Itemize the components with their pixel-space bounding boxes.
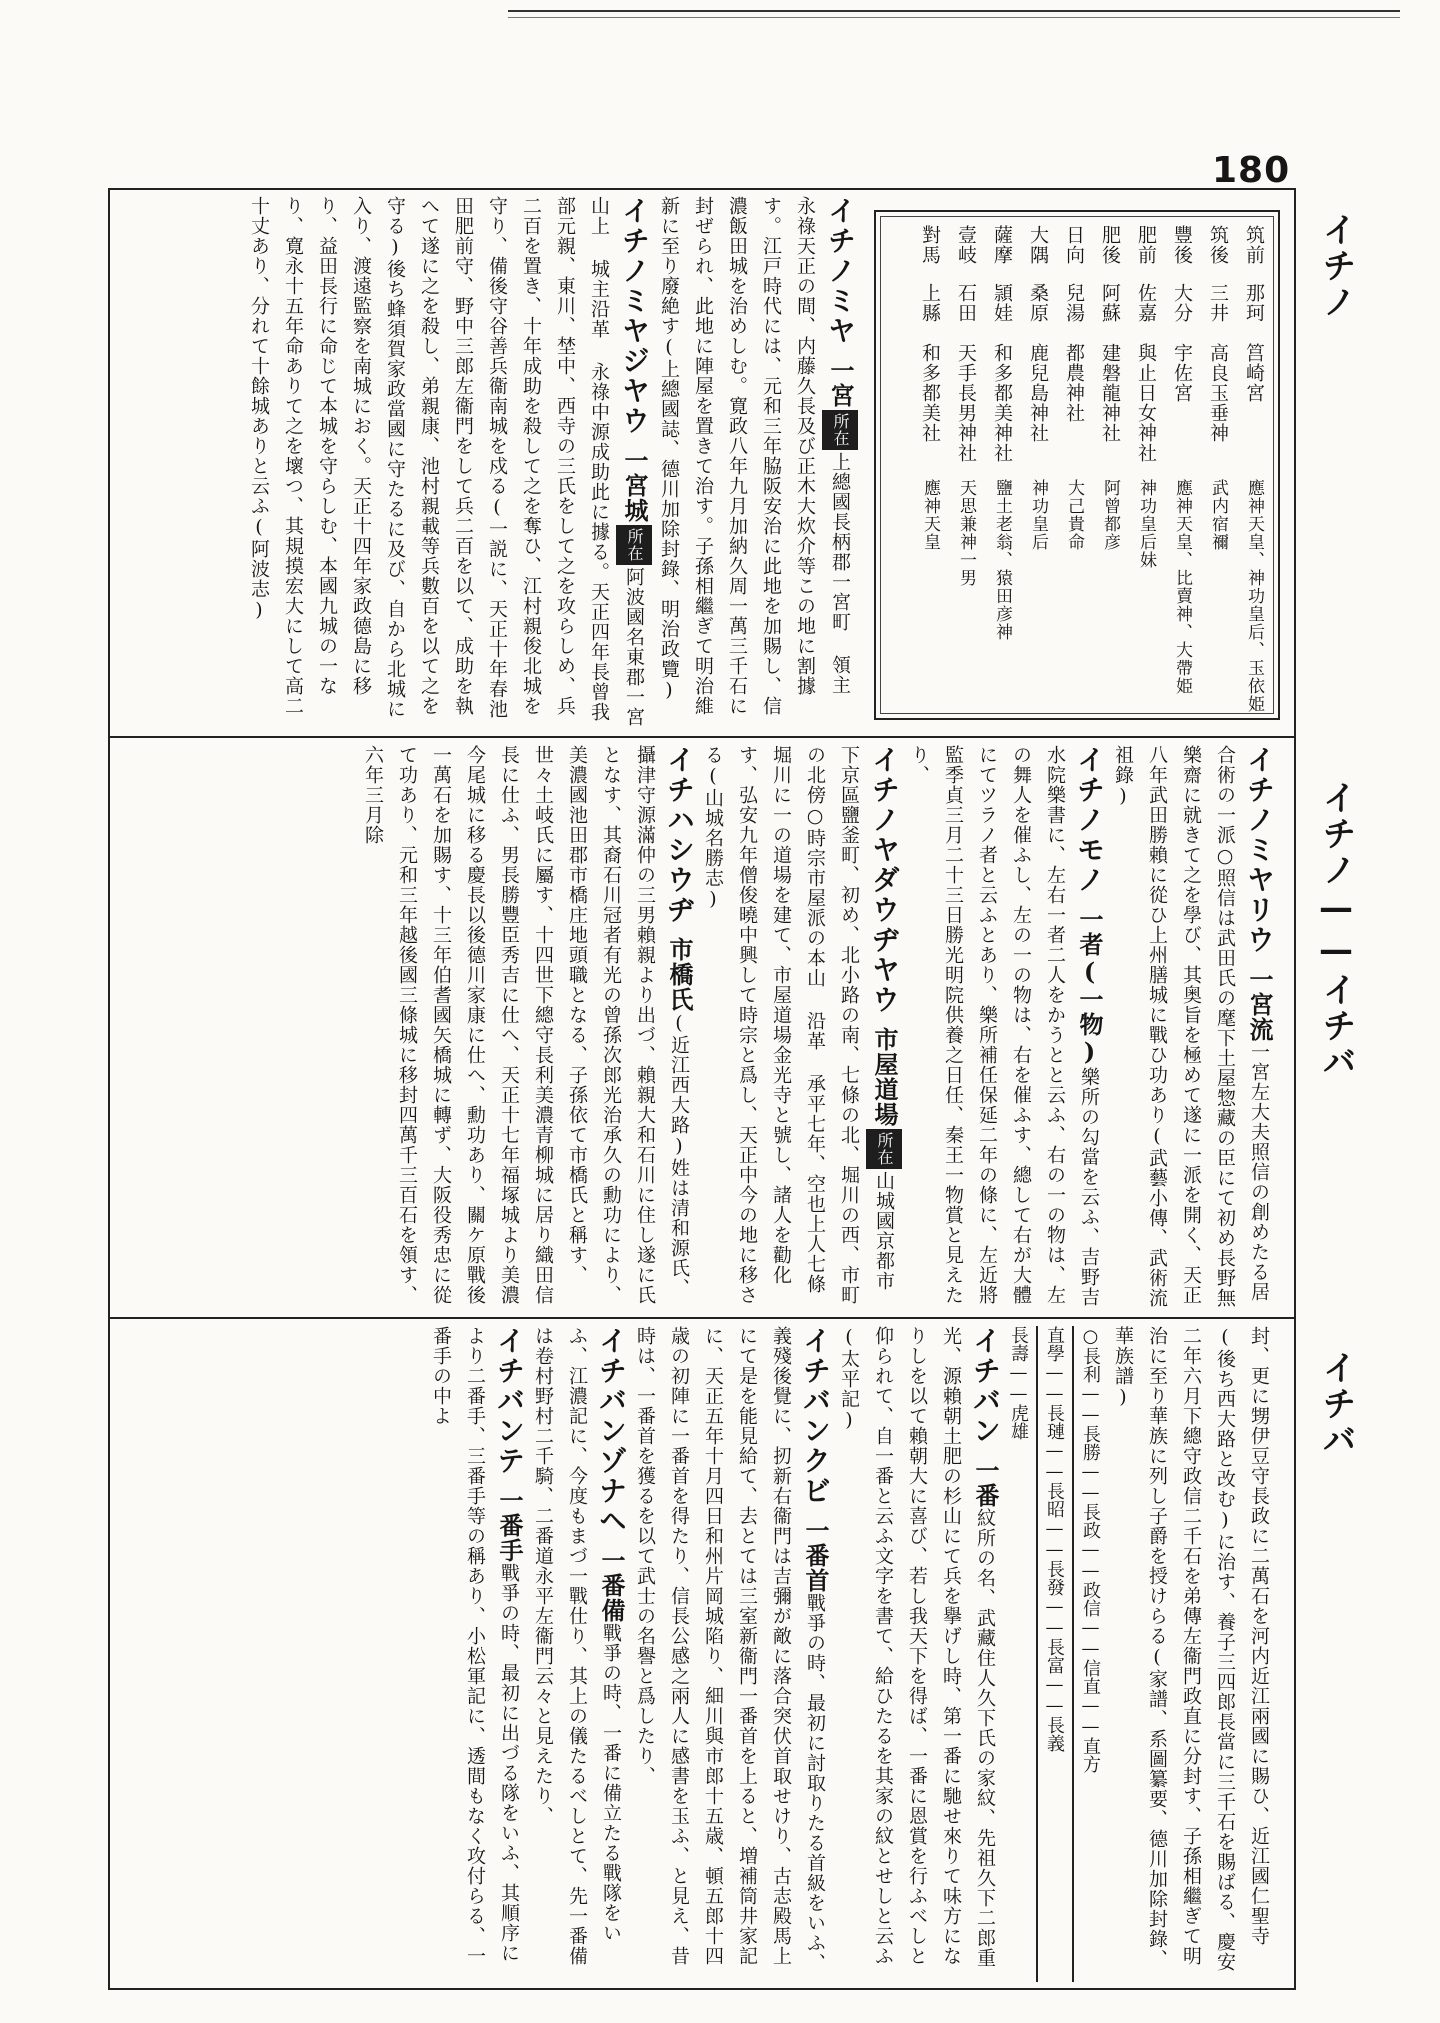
entry-headword: イチノミヤリウ bbox=[1243, 745, 1276, 955]
entry-kanji: 一宮流 bbox=[1245, 967, 1274, 1042]
side-tab-3: イチバ bbox=[1316, 1350, 1356, 1458]
entry-text: 一宮左大夫照信の創めたる居合術の一派○照信は武田氏の麾下土屋惣藏の臣にて初め長野無樂齋に就きて之を學び、其奥旨を極めて遂に一派を開く、天正八年武田勝賴に從ひ上州膳城に戰ひ功あり(武藝小傳、武術流祖錄) bbox=[1112, 745, 1270, 1308]
dictionary-entry bbox=[242, 196, 652, 727]
top-rule bbox=[508, 10, 1400, 12]
shrine-place: 上縣 bbox=[919, 283, 941, 323]
shrine-place: 兒湯 bbox=[1063, 283, 1085, 323]
band-middle-text bbox=[116, 745, 1276, 1308]
shrine-province: 日向 bbox=[1063, 225, 1085, 265]
top-rule-thin bbox=[508, 17, 1400, 18]
entry-tag: 所在 bbox=[866, 1129, 902, 1169]
page-number: 180 bbox=[1212, 150, 1291, 191]
dictionary-entry bbox=[832, 1326, 1002, 1982]
shrine-table-body bbox=[880, 216, 1274, 714]
shrine-province: 肥後 bbox=[1099, 225, 1121, 265]
entry-text: 阿波國名東郡一宮山上 城主沿革 永祿中源成助此に據る。天正四年長曾我部元親、東川、埜中、西寺の三氏をして之を攻らしめ、兵二百を置き、十年成助を殺して之を奪ひ、江村親俊北城を守り、備後守谷善兵衞南城を戍る(一説に、天正十年春池田肥前守、野中三郎左衞門をして兵二百を以て、成助を執へて遂に之を殺し、弟親康、池村親載等兵數百を以て之を守る)後ち蜂須賀家政當國に守たるに及び、自から北城に入り、渡遠監察を南城におく。天正十四年家政德島に移り、益田長行に命じて本城を守らしむ、本國九城の一なり、寛永十五年命ありて之を壞つ、其規摸宏大にして高二十丈あり、分れて十餘城ありと云ふ(阿波志) bbox=[248, 196, 645, 727]
shrine-deities: 阿曾都彦 bbox=[1100, 479, 1120, 551]
shrine-row bbox=[985, 217, 1021, 713]
genealogy-chart bbox=[1002, 1326, 1106, 1982]
shrine-row bbox=[913, 217, 949, 713]
shrine-row bbox=[1093, 217, 1129, 713]
entry-kanji: 一番備 bbox=[597, 1548, 626, 1623]
dictionary-entry bbox=[902, 745, 1106, 1308]
entry-headword: イチノモノ bbox=[1073, 745, 1106, 895]
dictionary-entry bbox=[526, 1326, 628, 1982]
shrine-row bbox=[1201, 217, 1237, 713]
entry-kanji: 市橋氏 bbox=[665, 937, 694, 1012]
entry-text: 紋所の名、武藏住人久下氏の家紋、先祖久下二郎重光、源賴朝土肥の杉山にて兵を擧げし時、第一番に馳せ來りて味方になりしを以て賴朝大に喜び、若し我天下を得ば、一番に恩賞を行ふべしと仰られて、自一番と云ふ文字を書て、給ひたるを其家の紋とせしと云ふ(太平記) bbox=[838, 1326, 996, 1968]
shrine-province: 肥前 bbox=[1135, 225, 1157, 265]
shrine-place: 大分 bbox=[1171, 283, 1193, 323]
shrine-name: 與止日女神社 bbox=[1135, 343, 1157, 463]
shrine-deities: 鹽土老翁、猿田彦神 bbox=[992, 479, 1012, 641]
shrine-name: 高良玉垂神 bbox=[1207, 343, 1229, 443]
shrine-deities: 武内宿禰 bbox=[1208, 479, 1228, 551]
shrine-deities: 大己貴命 bbox=[1064, 479, 1084, 551]
entry-tag: 所在 bbox=[616, 525, 652, 565]
shrine-place: 佐嘉 bbox=[1135, 283, 1157, 323]
shrine-province: 筑後 bbox=[1207, 225, 1229, 265]
shrine-name: 和多都美神社 bbox=[991, 343, 1013, 463]
shrine-deities: 應神天皇、神功皇后、玉依姫 bbox=[1244, 479, 1264, 713]
shrine-row bbox=[1129, 217, 1165, 713]
entry-headword: イチバン bbox=[969, 1326, 1002, 1446]
shrine-province: 壹岐 bbox=[955, 225, 977, 265]
shrine-place: 桑原 bbox=[1027, 283, 1049, 323]
genealogy-line: ○長利——長勝——長政——政信——信直——直方 bbox=[1080, 1326, 1101, 1773]
band-middle bbox=[116, 745, 1288, 1308]
band-divider-1 bbox=[108, 736, 1296, 738]
entry-text: 戰爭の時、最初に討取りたる首級をいふ、義殘後覺に、扨新右衞門は吉彌が敵に落合突伏首取せけり、古志殿馬上にて是を能見給て、去とては三室新衞門一番首を上ると、増補筒井家記に、天正五年十月四日和州片岡城陷り、細川與市郎十五歳、頓五郎十四歳の初陣に一番首を得たり、信長公感之兩人に感書を玉ふ、と見え、昔時は、一番首を獲るを以て武士の名譽と爲したり、 bbox=[634, 1326, 826, 1973]
shrine-name: 筥崎宮 bbox=[1243, 343, 1265, 403]
genealogy-line: 直學——長璉——長昭——長發——長富——長義 bbox=[1038, 1326, 1074, 1982]
entry-headword: イチノヤダウヂヤウ bbox=[868, 745, 901, 1015]
band-bottom-text bbox=[116, 1326, 1276, 1982]
shrine-table bbox=[874, 210, 1280, 720]
side-tab-2: イチノ——イチバ bbox=[1316, 780, 1356, 1080]
dictionary-entry bbox=[356, 745, 696, 1308]
entry-note: (近江西大路) bbox=[668, 1012, 690, 1158]
entry-headword: イチハシウヂ bbox=[663, 745, 696, 925]
entry-text: 山城國京都市下京區鹽釜町、初め、北小路の南、七條の北、堀川の西、市町の北傍○時宗市屋派の本山 沿革 承平七年、空也上人七條堀川に一の道場を建て、市屋道場金光寺と號し、諸人を勸化す、弘安九年僧俊曉中興して時宗と爲し、天正中今の地に移さる(山城名勝志) bbox=[702, 745, 895, 1305]
entry-kanji: 一番首 bbox=[801, 1518, 830, 1593]
side-tab-1: イチノ bbox=[1316, 212, 1356, 320]
entry-headword: イチノミヤ bbox=[824, 196, 857, 346]
entry-headword: イチバンゾナヘ bbox=[595, 1326, 628, 1536]
shrine-row bbox=[949, 217, 985, 713]
shrine-name: 都農神社 bbox=[1063, 343, 1085, 423]
shrine-name: 鹿兒島神社 bbox=[1027, 343, 1049, 443]
shrine-name: 宇佐宮 bbox=[1171, 343, 1193, 403]
shrine-deities: 神功皇后 bbox=[1028, 479, 1048, 551]
shrine-name: 和多都美社 bbox=[919, 343, 941, 443]
entry-headword: イチバンテ bbox=[493, 1326, 526, 1476]
shrine-place: 那珂 bbox=[1243, 283, 1265, 323]
shrine-name: 天手長男神社 bbox=[955, 343, 977, 463]
entry-text: 戰爭の時、最初に出づる隊をいふ、其順序により二番手、三番手等の稱あり、小松軍記に、透間もなく攻付らる、一番手の中よ bbox=[430, 1326, 520, 1966]
shrine-deities: 應神天皇 bbox=[920, 479, 940, 551]
entry-kanji: 一宮城 bbox=[620, 448, 649, 523]
dictionary-entry bbox=[628, 1326, 832, 1982]
entry-kanji: 一者(一物) bbox=[1075, 907, 1104, 1067]
entry-text: 戰爭の時、一番に備立たる戰隊をいふ、江濃記に、今度もまづ一戰仕り、其上の儀たるべしとて、先一番備は卷村野村二千騎、二番道永平左衞門云々と見えたり、 bbox=[532, 1326, 622, 1966]
genealogy-line: 長壽——虎雄 bbox=[1002, 1326, 1038, 1982]
band-top-text bbox=[116, 196, 858, 727]
entry-kanji: 市屋道場 bbox=[870, 1027, 899, 1127]
entry-headword: イチバンクビ bbox=[799, 1326, 832, 1506]
dictionary-entry bbox=[652, 196, 858, 727]
entry-headword: イチノミヤジヤウ bbox=[618, 196, 651, 436]
shrine-province: 對馬 bbox=[919, 225, 941, 265]
shrine-province: 大隅 bbox=[1027, 225, 1049, 265]
dictionary-entry bbox=[696, 745, 902, 1308]
shrine-province: 筑前 bbox=[1243, 225, 1265, 265]
shrine-row bbox=[1021, 217, 1057, 713]
shrine-place: 石田 bbox=[955, 283, 977, 323]
shrine-place: 三井 bbox=[1207, 283, 1229, 323]
entry-text: 樂所の勾當を云ふ、吉野吉水院樂書に、左右一者二人をかうとと云ふ、右の一の物は、左の舞人を催ふし、左の一の物は、右を催ふす、總して右が大體にてツラノ者と云ふとあり、樂所補任保延二年の條に、左近將監季貞三月二十三日勝光明院供養之日任、秦王一物賞と見えたり、 bbox=[908, 745, 1100, 1307]
entry-kanji: 一番 bbox=[971, 1458, 1000, 1508]
dictionary-entry bbox=[1106, 745, 1276, 1308]
band-divider-2 bbox=[108, 1317, 1296, 1319]
entry-text: 姓は清和源氏、攝津守源滿仲の三男賴親より出づ、賴親大和石川に住し遂に氏となす、其裔石川冠者有光の曾孫次郎光治承久の勳功により、美濃國池田郡市橋庄地頭職となる、子孫依て市橋氏と稱す、世々土岐氏に屬す、十四世下總守長利美濃青柳城に居り織田信長に仕ふ、男長勝豐臣秀吉に仕へ、天正十七年福塚城より美濃今尾城に移る慶長以後德川家康に仕へ、勳功あり、關ケ原戰後一萬石を加賜す、十三年伯耆國矢橋城に轉ず、大阪役秀忠に從て功あり、元和三年越後國三條城に移封四萬千三百石を領す、六年三月除 bbox=[362, 745, 690, 1305]
shrine-row bbox=[1237, 217, 1273, 713]
entry-kanji: 一宮 bbox=[826, 358, 855, 408]
band-top bbox=[116, 196, 1288, 727]
shrine-deities: 神功皇后妹 bbox=[1136, 479, 1156, 569]
band-bottom bbox=[116, 1326, 1288, 1982]
shrine-place: 頴娃 bbox=[991, 283, 1013, 323]
shrine-province: 豐後 bbox=[1171, 225, 1193, 265]
entry-text: 封、更に甥伊豆守長政に二萬石を河内近江兩國に賜ひ、近江國仁聖寺(後ち西大路と改む)に治す、養子三四郎長當に三千石を賜ばる、慶安二年六月下總守政信二千石を弟傳左衞門政直に分封す、子孫相繼ぎて明治に至り華族に列し子爵を授けらる(家譜、系圖纂要、德川加除封錄、華族譜) bbox=[1112, 1326, 1270, 1972]
dictionary-entry bbox=[1106, 1326, 1276, 1982]
shrine-province: 薩摩 bbox=[991, 225, 1013, 265]
shrine-deities: 天思兼神一男 bbox=[956, 479, 976, 587]
shrine-row bbox=[1057, 217, 1093, 713]
entry-kanji: 一番手 bbox=[495, 1488, 524, 1563]
dictionary-entry bbox=[424, 1326, 526, 1982]
shrine-deities: 應神天皇、比賣神、大帶姫 bbox=[1172, 479, 1192, 695]
shrine-name: 建磐龍神社 bbox=[1099, 343, 1121, 443]
shrine-row bbox=[1165, 217, 1201, 713]
entry-tag: 所在 bbox=[822, 410, 858, 450]
entry-text: 上總國長柄郡一宮町 領主 永祿天正の間、内藤久長及び正木大炊介等この地に割據す。江戸時代には、元和三年脇阪安治に此地を加賜し、信濃飯田城を治めしむ。寛政八年九月加納久周一萬三千石に封ぜられ、此地に陣屋を置きて治す。子孫相繼ぎて明治維新に至り廢絶す(上總國誌、德川加除封錄、明治政覽) bbox=[658, 196, 851, 716]
shrine-place: 阿蘇 bbox=[1099, 283, 1121, 323]
